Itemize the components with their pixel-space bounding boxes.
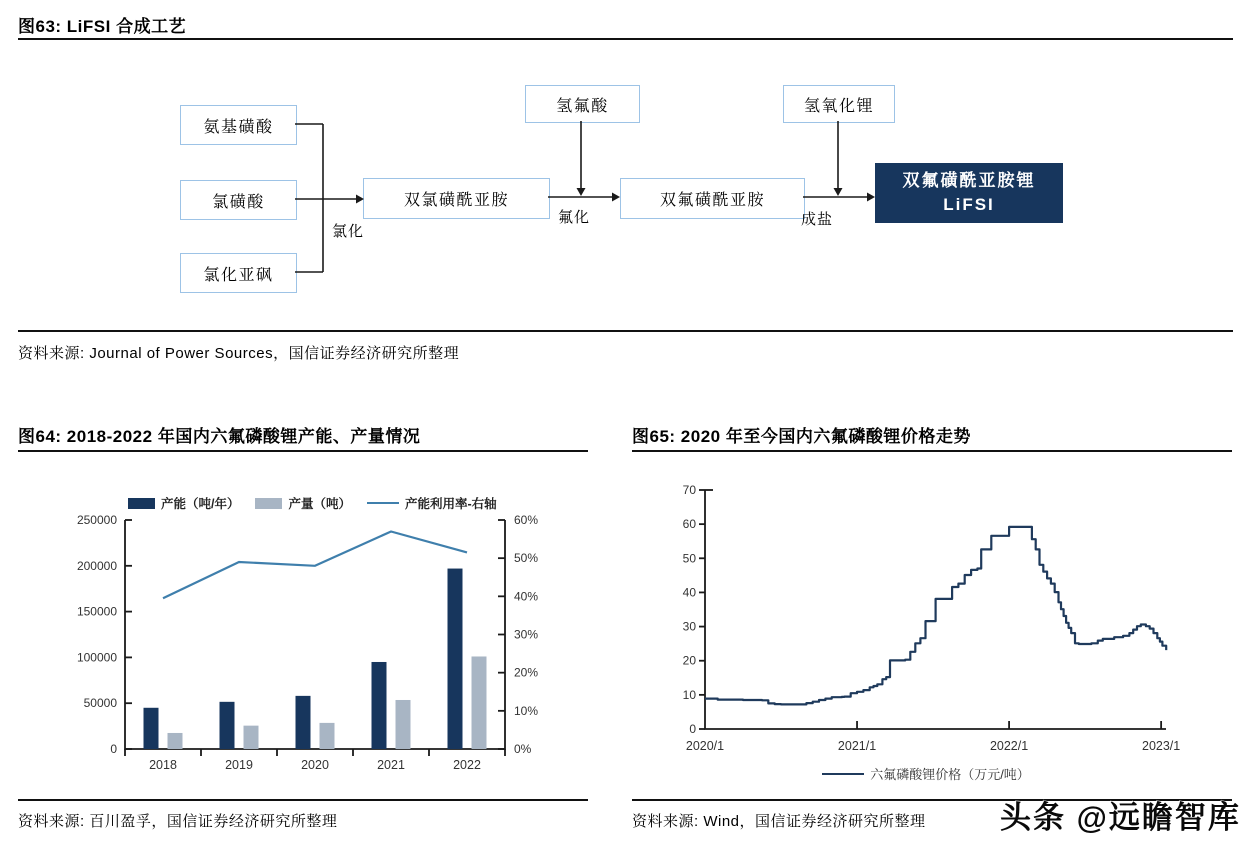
svg-text:200000: 200000 xyxy=(76,558,117,573)
lifsi-name-en: LiFSI xyxy=(943,195,995,214)
fig63-title: 图63: LiFSI 合成工艺 xyxy=(18,17,187,36)
svg-text:0: 0 xyxy=(689,722,696,736)
flow-node-sulfamic-acid: 氨基磺酸 xyxy=(180,105,297,145)
svg-text:40: 40 xyxy=(682,585,696,600)
svg-text:70: 70 xyxy=(682,483,696,497)
svg-text:50: 50 xyxy=(682,551,696,566)
legend-label-price: 六氟磷酸锂价格（万元/吨） xyxy=(870,767,1030,782)
fig63-title-rule xyxy=(18,38,1233,40)
arrowhead-icon xyxy=(612,193,620,202)
edge-label-salification: 成盐 xyxy=(801,211,834,228)
flow-node-hydrofluoric-acid: 氢氟酸 xyxy=(525,85,640,123)
svg-text:2018: 2018 xyxy=(149,758,177,772)
fig64-title-rule xyxy=(18,450,588,452)
svg-text:2022: 2022 xyxy=(453,758,481,772)
svg-text:2020/1: 2020/1 xyxy=(685,739,725,753)
fig64-title: 图64: 2018-2022 年国内六氟磷酸锂产能、产量情况 xyxy=(18,427,421,446)
svg-text:20%: 20% xyxy=(514,665,539,680)
svg-text:150000: 150000 xyxy=(76,604,117,619)
fig63-source-rule xyxy=(18,330,1233,332)
legend-item-price xyxy=(822,764,1030,783)
legend-label-capacity: 产能（吨/年） xyxy=(161,497,240,511)
arrowhead-icon xyxy=(577,188,586,196)
svg-text:30%: 30% xyxy=(514,627,539,642)
arrowhead-icon xyxy=(867,193,875,202)
flow-node-lithium-hydroxide: 氢氧化锂 xyxy=(783,85,895,123)
svg-text:50%: 50% xyxy=(514,551,539,566)
fig65-title: 图65: 2020 年至今国内六氟磷酸锂价格走势 xyxy=(632,427,971,446)
flow-connectors xyxy=(0,60,1250,320)
edge-label-chlorination: 氯化 xyxy=(332,223,365,240)
svg-text:10%: 10% xyxy=(514,703,539,718)
svg-text:2022/1: 2022/1 xyxy=(989,739,1029,753)
legend-label-output: 产量（吨） xyxy=(288,497,351,511)
svg-text:250000: 250000 xyxy=(76,513,117,527)
fig65-legend xyxy=(628,764,1240,783)
fig65-source: 资料来源: Wind，国信证券经济研究所整理 xyxy=(632,813,926,830)
lifsi-name-cn: 双氟磺酰亚胺锂 xyxy=(902,171,1036,191)
flow-node-bis-chloro-imide: 双氯磺酰亚胺 xyxy=(363,178,550,219)
svg-text:2019: 2019 xyxy=(225,758,253,772)
flow-node-thionyl-chloride: 氯化亚砜 xyxy=(180,253,297,293)
svg-text:50000: 50000 xyxy=(83,696,117,711)
svg-text:40%: 40% xyxy=(514,589,539,604)
edge-label-fluorination: 氟化 xyxy=(558,209,591,226)
fig65-chart xyxy=(628,462,1240,762)
svg-text:20: 20 xyxy=(682,653,696,668)
flow-node-bis-fluoro-imide: 双氟磺酰亚胺 xyxy=(620,178,805,219)
fig65-title-rule xyxy=(632,450,1232,452)
watermark: 头条 @远瞻智库 xyxy=(1000,800,1241,835)
svg-text:0%: 0% xyxy=(514,742,532,756)
svg-text:100000: 100000 xyxy=(76,650,117,665)
svg-text:0: 0 xyxy=(110,742,117,756)
arrowhead-icon xyxy=(834,188,843,196)
fig64-chart xyxy=(60,478,600,790)
svg-text:2020: 2020 xyxy=(301,758,329,772)
svg-text:2021/1: 2021/1 xyxy=(837,739,877,753)
price-swatch-icon xyxy=(822,773,864,775)
fig64-source-rule xyxy=(18,799,588,801)
svg-text:10: 10 xyxy=(682,687,696,702)
svg-text:2021: 2021 xyxy=(377,758,405,772)
svg-text:60%: 60% xyxy=(514,513,539,527)
svg-text:30: 30 xyxy=(682,619,696,634)
flow-node-chlorosulfonic-acid: 氯磺酸 xyxy=(180,180,297,220)
arrowhead-icon xyxy=(356,195,364,204)
fig63-source: 资料来源: Journal of Power Sources，国信证券经济研究所整理 xyxy=(18,345,460,362)
fig64-source: 资料来源: 百川盈孚，国信证券经济研究所整理 xyxy=(18,813,338,830)
legend-label-utilization: 产能利用率-右轴 xyxy=(405,497,497,511)
svg-text:2023/1: 2023/1 xyxy=(1142,739,1181,753)
svg-text:60: 60 xyxy=(682,517,696,532)
